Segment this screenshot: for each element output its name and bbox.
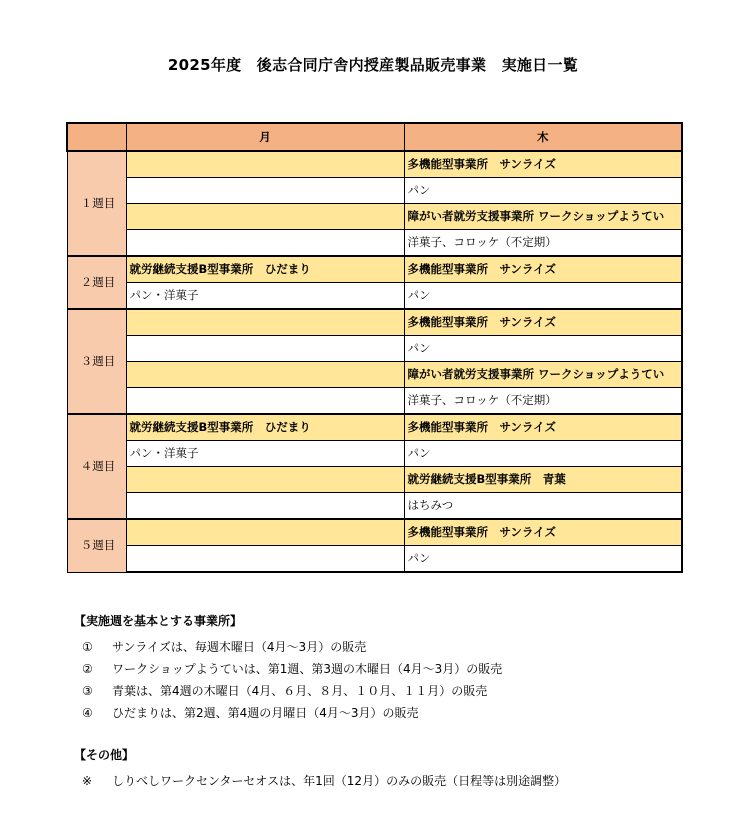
monday-cell [126, 519, 404, 546]
thursday-cell: 多機能型事業所 サンライズ [404, 256, 682, 283]
monday-cell [126, 388, 404, 415]
schedule-table [66, 122, 683, 573]
thursday-cell: 洋菓子、コロッケ（不定期） [404, 388, 682, 415]
table-header-row [67, 123, 682, 151]
monday-cell: パン・洋菓子 [126, 283, 404, 310]
page-title: 2025年度 後志合同庁舎内授産製品販売事業 実施日一覧 [167, 56, 579, 74]
note-marker: ※ [82, 774, 93, 788]
table-row [67, 493, 682, 520]
thursday-cell: 多機能型事業所 サンライズ [404, 151, 682, 178]
note-marker: ④ [82, 706, 93, 720]
thursday-cell: パン [404, 546, 682, 573]
header-corner-cell [67, 123, 126, 151]
monday-cell [126, 204, 404, 230]
note-marker: ① [82, 640, 93, 654]
header-thursday: 木 [404, 123, 682, 151]
notes-section [74, 612, 502, 724]
thursday-cell: 多機能型事業所 サンライズ [404, 309, 682, 336]
note-item [74, 680, 502, 702]
monday-cell [126, 151, 404, 178]
thursday-cell: パン [404, 283, 682, 310]
thursday-cell: 多機能型事業所 サンライズ [404, 519, 682, 546]
thursday-cell: 障がい者就労支援事業所 ワークショップようてい [404, 362, 682, 388]
table-row [67, 204, 682, 230]
note-text: サンライズは、毎週木曜日（4月～3月）の販売 [112, 640, 367, 654]
note-item [74, 702, 502, 724]
table-row [67, 546, 682, 573]
table-row [67, 388, 682, 415]
thursday-cell: パン [404, 441, 682, 467]
monday-cell [126, 178, 404, 204]
note-marker: ③ [82, 684, 93, 698]
table-row [67, 519, 682, 546]
table-row [67, 309, 682, 336]
note-text: ワークショップようていは、第1週、第3週の木曜日（4月～3月）の販売 [112, 662, 503, 676]
week-label: ２週目 [67, 256, 126, 309]
note-text: ひだまりは、第2週、第4週の月曜日（4月～3月）の販売 [112, 706, 419, 720]
monday-cell [126, 230, 404, 257]
table-row [67, 336, 682, 362]
note-text: しりべしワークセンターセオスは、年1回（12月）のみの販売（日程等は別途調整） [112, 774, 567, 788]
monday-cell [126, 467, 404, 493]
monday-cell: パン・洋菓子 [126, 441, 404, 467]
table-row [67, 230, 682, 257]
table-row [67, 414, 682, 441]
table-row [67, 362, 682, 388]
week-label: ５週目 [67, 519, 126, 572]
monday-cell [126, 546, 404, 573]
note-item [74, 636, 502, 658]
other-item [74, 770, 566, 792]
thursday-cell: はちみつ [404, 493, 682, 520]
week-label: ３週目 [67, 309, 126, 414]
table-row [67, 283, 682, 310]
table-row [67, 256, 682, 283]
note-marker: ② [82, 662, 93, 676]
notes-heading: 【実施週を基本とする事業所】 [74, 614, 243, 628]
monday-cell: 就労継続支援B型事業所 ひだまり [126, 414, 404, 441]
monday-cell [126, 362, 404, 388]
table-row [67, 441, 682, 467]
other-heading: 【その他】 [74, 748, 135, 762]
thursday-cell: パン [404, 336, 682, 362]
thursday-cell: 障がい者就労支援事業所 ワークショップようてい [404, 204, 682, 230]
monday-cell [126, 309, 404, 336]
week-label: １週目 [67, 151, 126, 256]
table-row [67, 178, 682, 204]
note-text: 青葉は、第4週の木曜日（4月、６月、８月、１０月、１１月）の販売 [112, 684, 488, 698]
week-label: ４週目 [67, 414, 126, 519]
thursday-cell: 就労継続支援B型事業所 青葉 [404, 467, 682, 493]
monday-cell: 就労継続支援B型事業所 ひだまり [126, 256, 404, 283]
other-section [74, 746, 566, 792]
monday-cell [126, 493, 404, 520]
note-item [74, 658, 502, 680]
table-row [67, 467, 682, 493]
thursday-cell: 多機能型事業所 サンライズ [404, 414, 682, 441]
monday-cell [126, 336, 404, 362]
table-row [67, 151, 682, 178]
header-monday: 月 [126, 123, 404, 151]
thursday-cell: 洋菓子、コロッケ（不定期） [404, 230, 682, 257]
thursday-cell: パン [404, 178, 682, 204]
